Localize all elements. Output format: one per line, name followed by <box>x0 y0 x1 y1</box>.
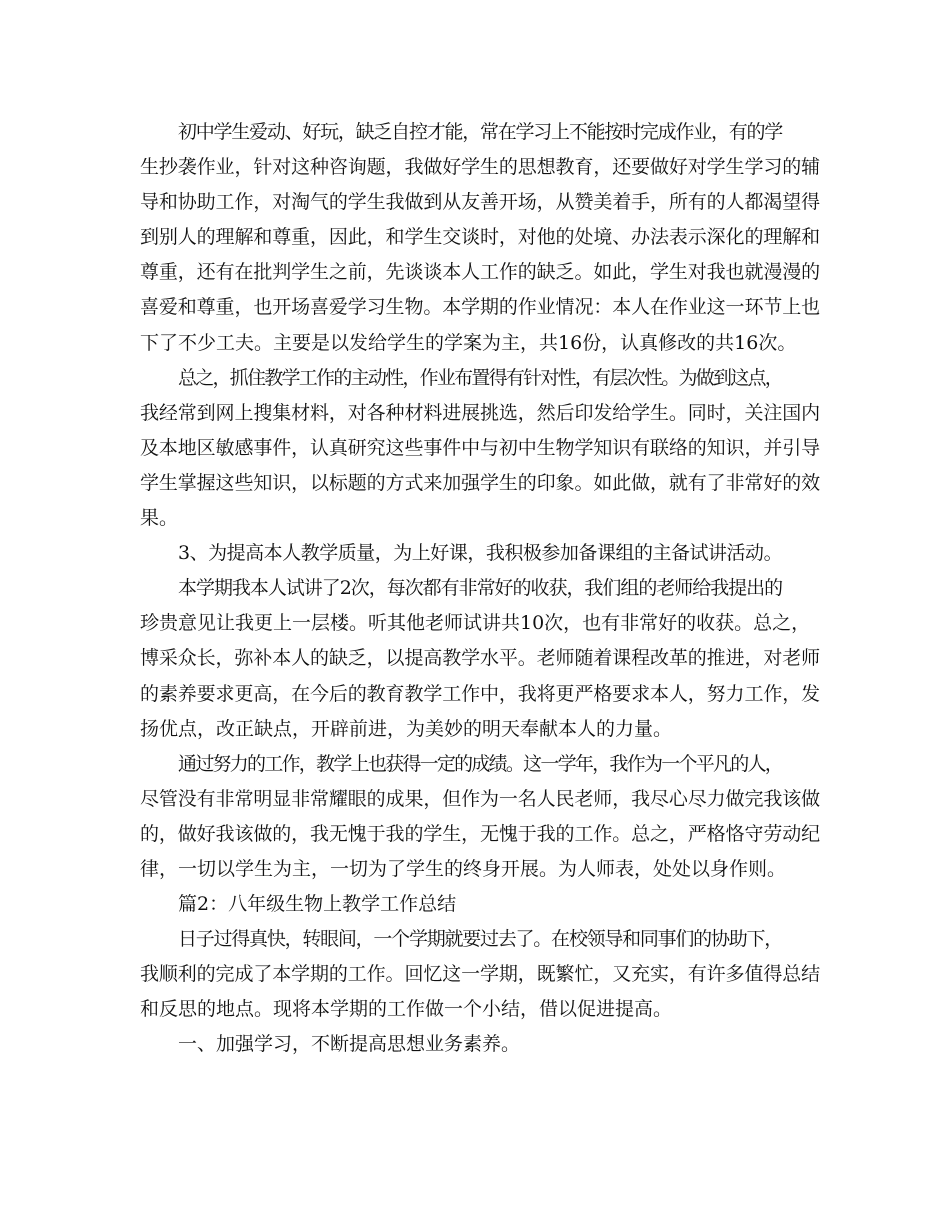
text-line: 日子过得真快，转眼间，一个学期就要过去了。在校领导和同事们的协助下， <box>178 928 783 951</box>
text-line: 珍贵意见让我更上一层楼。听其他老师试讲共10次，也有非常好的收获。总之， <box>140 612 811 635</box>
text-line: 总之，抓住教学工作的主动性，作业布置得有针对性，有层次性。为做到这点， <box>178 366 783 389</box>
text-line: 及本地区敏感事件，认真研究这些事件中与初中生物学知识有联络的知识，并引导 <box>140 436 821 459</box>
text-line: 我经常到网上搜集材料，对各种材料进展挑选，然后印发给学生。同时，关注国内 <box>140 401 821 424</box>
text-line: 学生掌握这些知识，以标题的方式来加强学生的印象。如此做，就有了非常好的效 <box>140 471 821 494</box>
text-line: 的，做好我该做的，我无愧于我的学生，无愧于我的工作。总之，严格恪守劳动纪 <box>140 822 821 845</box>
text-line: 下了不少工夫。主要是以发给学生的学案为主，共16份，认真修改的共16次。 <box>140 331 797 354</box>
text-line: 导和协助工作，对淘气的学生我做到从友善开场，从赞美着手，所有的人都渴望得 <box>140 191 821 214</box>
text-line: 到别人的理解和尊重，因此，和学生交谈时，对他的处境、办法表示深化的理解和 <box>140 226 821 249</box>
text-line: 3、为提高本人教学质量，为上好课，我积极参加备课组的主备试讲活动。 <box>178 542 783 565</box>
paragraph-achievements <box>140 747 820 887</box>
text-line: 果。 <box>140 507 179 530</box>
paragraph-homework <box>140 115 820 361</box>
paragraph-item-3 <box>140 536 820 571</box>
text-line: 一、加强学习，不断提高思想业务素养。 <box>178 1033 521 1056</box>
text-line: 博采众长，弥补本人的缺乏，以提高教学水平。老师随着课程改革的推进，对老师 <box>140 647 821 670</box>
text-line: 尊重，还有在批判学生之前，先谈谈本人工作的缺乏。如此，学生对我也就漫漫的 <box>140 261 821 284</box>
text-line: 扬优点，改正缺点，开辟前进，为美妙的明天奉献本人的力量。 <box>140 717 673 740</box>
text-line: 律，一切以学生为主，一切为了学生的终身开展。为人师表，处处以身作则。 <box>140 857 787 880</box>
text-line: 通过努力的工作，教学上也获得一定的成绩。这一学年，我作为一个平凡的人， <box>178 752 783 775</box>
text-line: 本学期我本人试讲了2次，每次都有非常好的收获，我们组的老师给我提出的 <box>178 577 783 600</box>
subsection-heading <box>140 1027 820 1062</box>
section-heading <box>140 887 820 922</box>
document-body <box>140 115 820 1063</box>
text-line: 生抄袭作业，针对这种咨询题，我做好学生的思想教育，还要做好对学生学习的辅 <box>140 156 821 179</box>
paragraph-summary <box>140 361 820 536</box>
text-line: 和反思的地点。现将本学期的工作做一个小结，借以促进提高。 <box>140 998 673 1021</box>
paragraph-trial-lectures <box>140 571 820 746</box>
text-line: 喜爱和尊重，也开场喜爱学习生物。本学期的作业情况：本人在作业这一环节上也 <box>140 296 821 319</box>
text-line: 篇2：八年级生物上教学工作总结 <box>178 893 457 916</box>
text-line: 的素养要求更高，在今后的教育教学工作中，我将更严格要求本人，努力工作，发 <box>140 682 821 705</box>
text-line: 初中学生爱动、好玩，缺乏自控才能，常在学习上不能按时完成作业，有的学 <box>178 121 783 143</box>
text-line: 尽管没有非常明显非常耀眼的成果，但作为一名人民老师，我尽心尽力做完我该做 <box>140 787 821 810</box>
paragraph-intro <box>140 922 820 1027</box>
text-line: 我顺利的完成了本学期的工作。回忆这一学期，既繁忙，又充实，有许多值得总结 <box>140 963 821 986</box>
